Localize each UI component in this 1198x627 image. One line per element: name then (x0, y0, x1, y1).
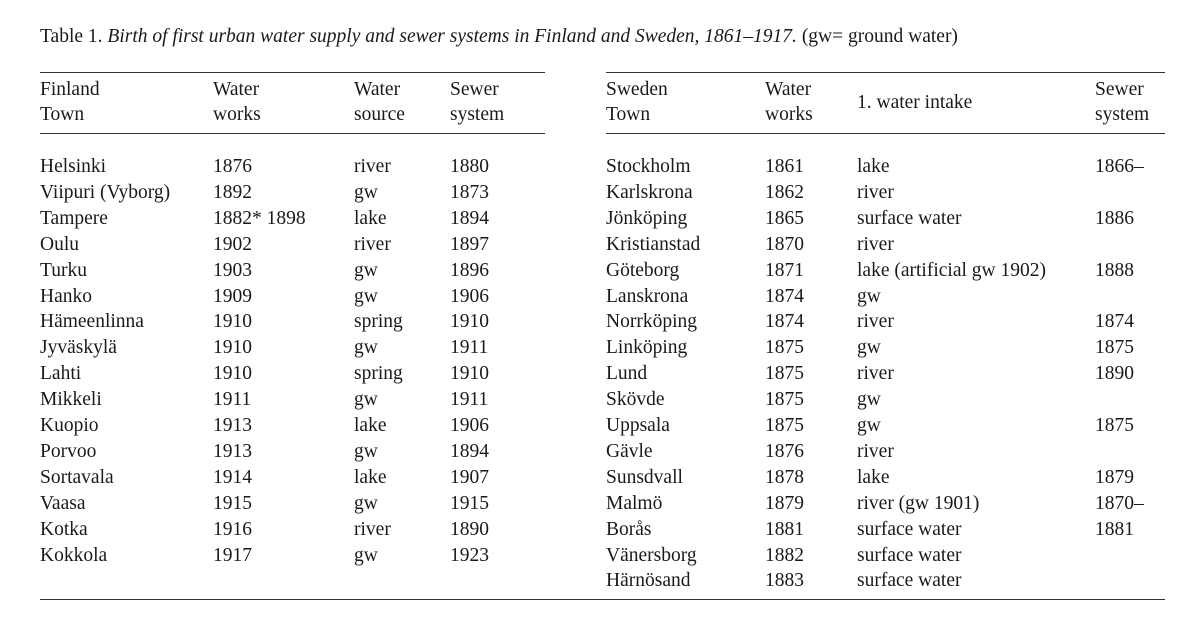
sweden-cell: 1883 (765, 570, 804, 592)
finland-cell: river (354, 156, 391, 177)
finland-header-line: works (213, 104, 261, 125)
finland-cell: 1892 (213, 181, 252, 203)
finland-cell: lake (354, 466, 387, 488)
sweden-cell: river (857, 311, 894, 333)
sweden-top-rule (606, 72, 1165, 73)
sweden-cell: Lanskrona (606, 285, 689, 307)
finland-cell: 1913 (213, 415, 252, 436)
finland-cell: gw (354, 181, 378, 203)
sweden-cell: 1865 (765, 207, 804, 229)
bottom-rule (40, 599, 1165, 600)
finland-cell: Mikkeli (40, 389, 102, 411)
sweden-header-col-1 (765, 77, 813, 127)
sweden-header-rule (606, 133, 1165, 134)
finland-cell: gw (354, 440, 378, 462)
finland-header-line: system (450, 104, 505, 125)
finland-cell: gw (354, 492, 378, 514)
finland-cell: Hämeenlinna (40, 311, 144, 333)
finland-header-line: Sewer (450, 79, 499, 100)
sweden-cell: 1888 (1095, 259, 1134, 281)
finland-cell: Kokkola (40, 544, 108, 566)
finland-cell: 1876 (213, 156, 252, 177)
finland-cell: 1894 (450, 207, 489, 229)
sweden-cell: Vänersborg (606, 544, 697, 566)
sweden-cell: 1875 (765, 389, 804, 411)
finland-header-rule (40, 133, 545, 134)
sweden-cell: Borås (606, 518, 652, 540)
sweden-cell: 1871 (765, 259, 804, 281)
finland-header-line: Water (213, 79, 260, 100)
finland-cell: 1903 (213, 259, 252, 281)
finland-header-col-0 (40, 77, 100, 127)
sweden-cell: Karlskrona (606, 181, 693, 203)
sweden-cell: 1879 (1095, 466, 1134, 488)
finland-cell: Kotka (40, 518, 88, 540)
finland-header-col-1 (213, 77, 261, 127)
sweden-cell: 1875 (1095, 415, 1134, 436)
sweden-cell: Linköping (606, 337, 688, 359)
sweden-cell: Gävle (606, 440, 653, 462)
finland-cell: 1894 (450, 440, 489, 462)
finland-cell: 1882* 1898 (213, 207, 306, 229)
finland-cell: 1914 (213, 466, 252, 488)
finland-cell: 1896 (450, 259, 489, 281)
sweden-cell: 1870– (1095, 492, 1144, 514)
finland-cell: 1910 (450, 311, 489, 333)
sweden-header-col-0 (606, 77, 668, 127)
sweden-cell: surface water (857, 518, 962, 540)
sweden-header-col-3 (1095, 77, 1149, 127)
finland-cell: 1923 (450, 544, 489, 566)
caption-title: Birth of first urban water supply and sewer systems in Finland and Sweden, 1861–1917. (107, 26, 797, 47)
finland-cell: Viipuri (Vyborg) (40, 181, 171, 203)
finland-cell: Turku (40, 259, 87, 281)
finland-cell: river (354, 518, 391, 540)
sweden-cell: Norrköping (606, 311, 697, 333)
sweden-cell: river (857, 363, 894, 385)
finland-header-col-2 (354, 77, 405, 127)
sweden-cell: 1874 (1095, 311, 1134, 333)
finland-cell: lake (354, 415, 387, 436)
sweden-cell: gw (857, 389, 881, 411)
caption-note: (gw= ground water) (796, 26, 958, 47)
sweden-cell: gw (857, 285, 881, 307)
finland-cell: 1880 (450, 156, 489, 177)
sweden-cell: surface water (857, 207, 962, 229)
sweden-cell: river (857, 181, 894, 203)
finland-cell: 1907 (450, 466, 489, 488)
finland-header-line: Town (40, 104, 85, 125)
sweden-header-line: 1. water intake (857, 92, 973, 113)
sweden-header-line: Town (606, 104, 651, 125)
sweden-cell: 1875 (765, 337, 804, 359)
sweden-cell: Skövde (606, 389, 665, 411)
finland-cell: Lahti (40, 363, 82, 385)
finland-cell: 1911 (450, 337, 489, 359)
finland-cell: 1910 (213, 311, 252, 333)
finland-cell: Hanko (40, 285, 92, 307)
sweden-cell: river (gw 1901) (857, 492, 980, 514)
finland-cell: 1910 (450, 363, 489, 385)
finland-header-line: source (354, 104, 405, 125)
sweden-header-line: Water (765, 79, 812, 100)
sweden-cell: 1879 (765, 492, 804, 514)
finland-cell: river (354, 233, 391, 255)
finland-cell: Tampere (40, 207, 108, 229)
finland-cell: 1915 (450, 492, 489, 514)
sweden-cell: Härnösand (606, 570, 691, 592)
sweden-cell: 1875 (765, 363, 804, 385)
finland-cell: 1910 (213, 363, 252, 385)
sweden-cell: Uppsala (606, 415, 670, 436)
sweden-cell: Lund (606, 363, 648, 385)
finland-top-rule (40, 72, 545, 73)
sweden-cell: 1882 (765, 544, 804, 566)
sweden-cell: 1870 (765, 233, 804, 255)
caption-prefix: Table 1. (40, 26, 108, 47)
finland-cell: Jyväskylä (40, 337, 117, 359)
finland-cell: Kuopio (40, 415, 99, 436)
sweden-cell: 1862 (765, 181, 804, 203)
sweden-header-col-2 (857, 90, 972, 115)
sweden-cell: river (857, 440, 894, 462)
sweden-cell: 1886 (1095, 207, 1134, 229)
finland-cell: gw (354, 259, 378, 281)
finland-header-col-3 (450, 77, 504, 127)
finland-cell: 1906 (450, 285, 489, 307)
sweden-header-line: system (1095, 104, 1150, 125)
sweden-cell: surface water (857, 570, 962, 592)
finland-cell: Oulu (40, 233, 79, 255)
finland-cell: lake (354, 207, 387, 229)
finland-cell: 1910 (213, 337, 252, 359)
finland-cell: Sortavala (40, 466, 114, 488)
sweden-cell: 1861 (765, 156, 804, 177)
sweden-cell: 1878 (765, 466, 804, 488)
sweden-cell: 1866– (1095, 156, 1144, 177)
sweden-header-line: Sweden (606, 79, 668, 100)
sweden-cell: gw (857, 415, 881, 436)
sweden-cell: Jönköping (606, 207, 688, 229)
finland-cell: gw (354, 337, 378, 359)
table-caption (40, 26, 958, 48)
sweden-cell: river (857, 233, 894, 255)
finland-cell: 1913 (213, 440, 252, 462)
finland-cell: 1897 (450, 233, 489, 255)
finland-cell: 1909 (213, 285, 252, 307)
sweden-header-line: Sewer (1095, 79, 1144, 100)
finland-cell: Helsinki (40, 156, 107, 177)
finland-cell: 1902 (213, 233, 252, 255)
sweden-cell: 1881 (765, 518, 804, 540)
sweden-cell: Sunsdvall (606, 466, 683, 488)
sweden-cell: surface water (857, 544, 962, 566)
sweden-cell: Göteborg (606, 259, 680, 281)
finland-cell: gw (354, 285, 378, 307)
sweden-cell: Kristianstad (606, 233, 701, 255)
sweden-cell: lake (857, 156, 890, 177)
finland-cell: 1911 (450, 389, 489, 411)
finland-cell: Vaasa (40, 492, 86, 514)
finland-cell: 1906 (450, 415, 489, 436)
finland-cell: 1873 (450, 181, 489, 203)
sweden-cell: 1874 (765, 285, 804, 307)
finland-cell: 1915 (213, 492, 252, 514)
finland-cell: Porvoo (40, 440, 97, 462)
sweden-cell: 1875 (765, 415, 804, 436)
finland-cell: gw (354, 544, 378, 566)
finland-cell: 1916 (213, 518, 252, 540)
sweden-cell: 1875 (1095, 337, 1134, 359)
finland-header-line: Finland (40, 79, 100, 100)
finland-header-line: Water (354, 79, 401, 100)
sweden-cell: Malmö (606, 492, 663, 514)
sweden-cell: 1874 (765, 311, 804, 333)
sweden-cell: 1876 (765, 440, 804, 462)
finland-cell: gw (354, 389, 378, 411)
finland-cell: spring (354, 363, 403, 385)
sweden-cell: lake (artificial gw 1902) (857, 259, 1046, 281)
sweden-cell: gw (857, 337, 881, 359)
sweden-cell: 1881 (1095, 518, 1134, 540)
sweden-header-line: works (765, 104, 813, 125)
sweden-cell: Stockholm (606, 156, 691, 177)
finland-cell: 1917 (213, 544, 252, 566)
finland-cell: 1911 (213, 389, 252, 411)
finland-cell: spring (354, 311, 403, 333)
sweden-cell: 1890 (1095, 363, 1134, 385)
sweden-cell: lake (857, 466, 890, 488)
finland-cell: 1890 (450, 518, 489, 540)
